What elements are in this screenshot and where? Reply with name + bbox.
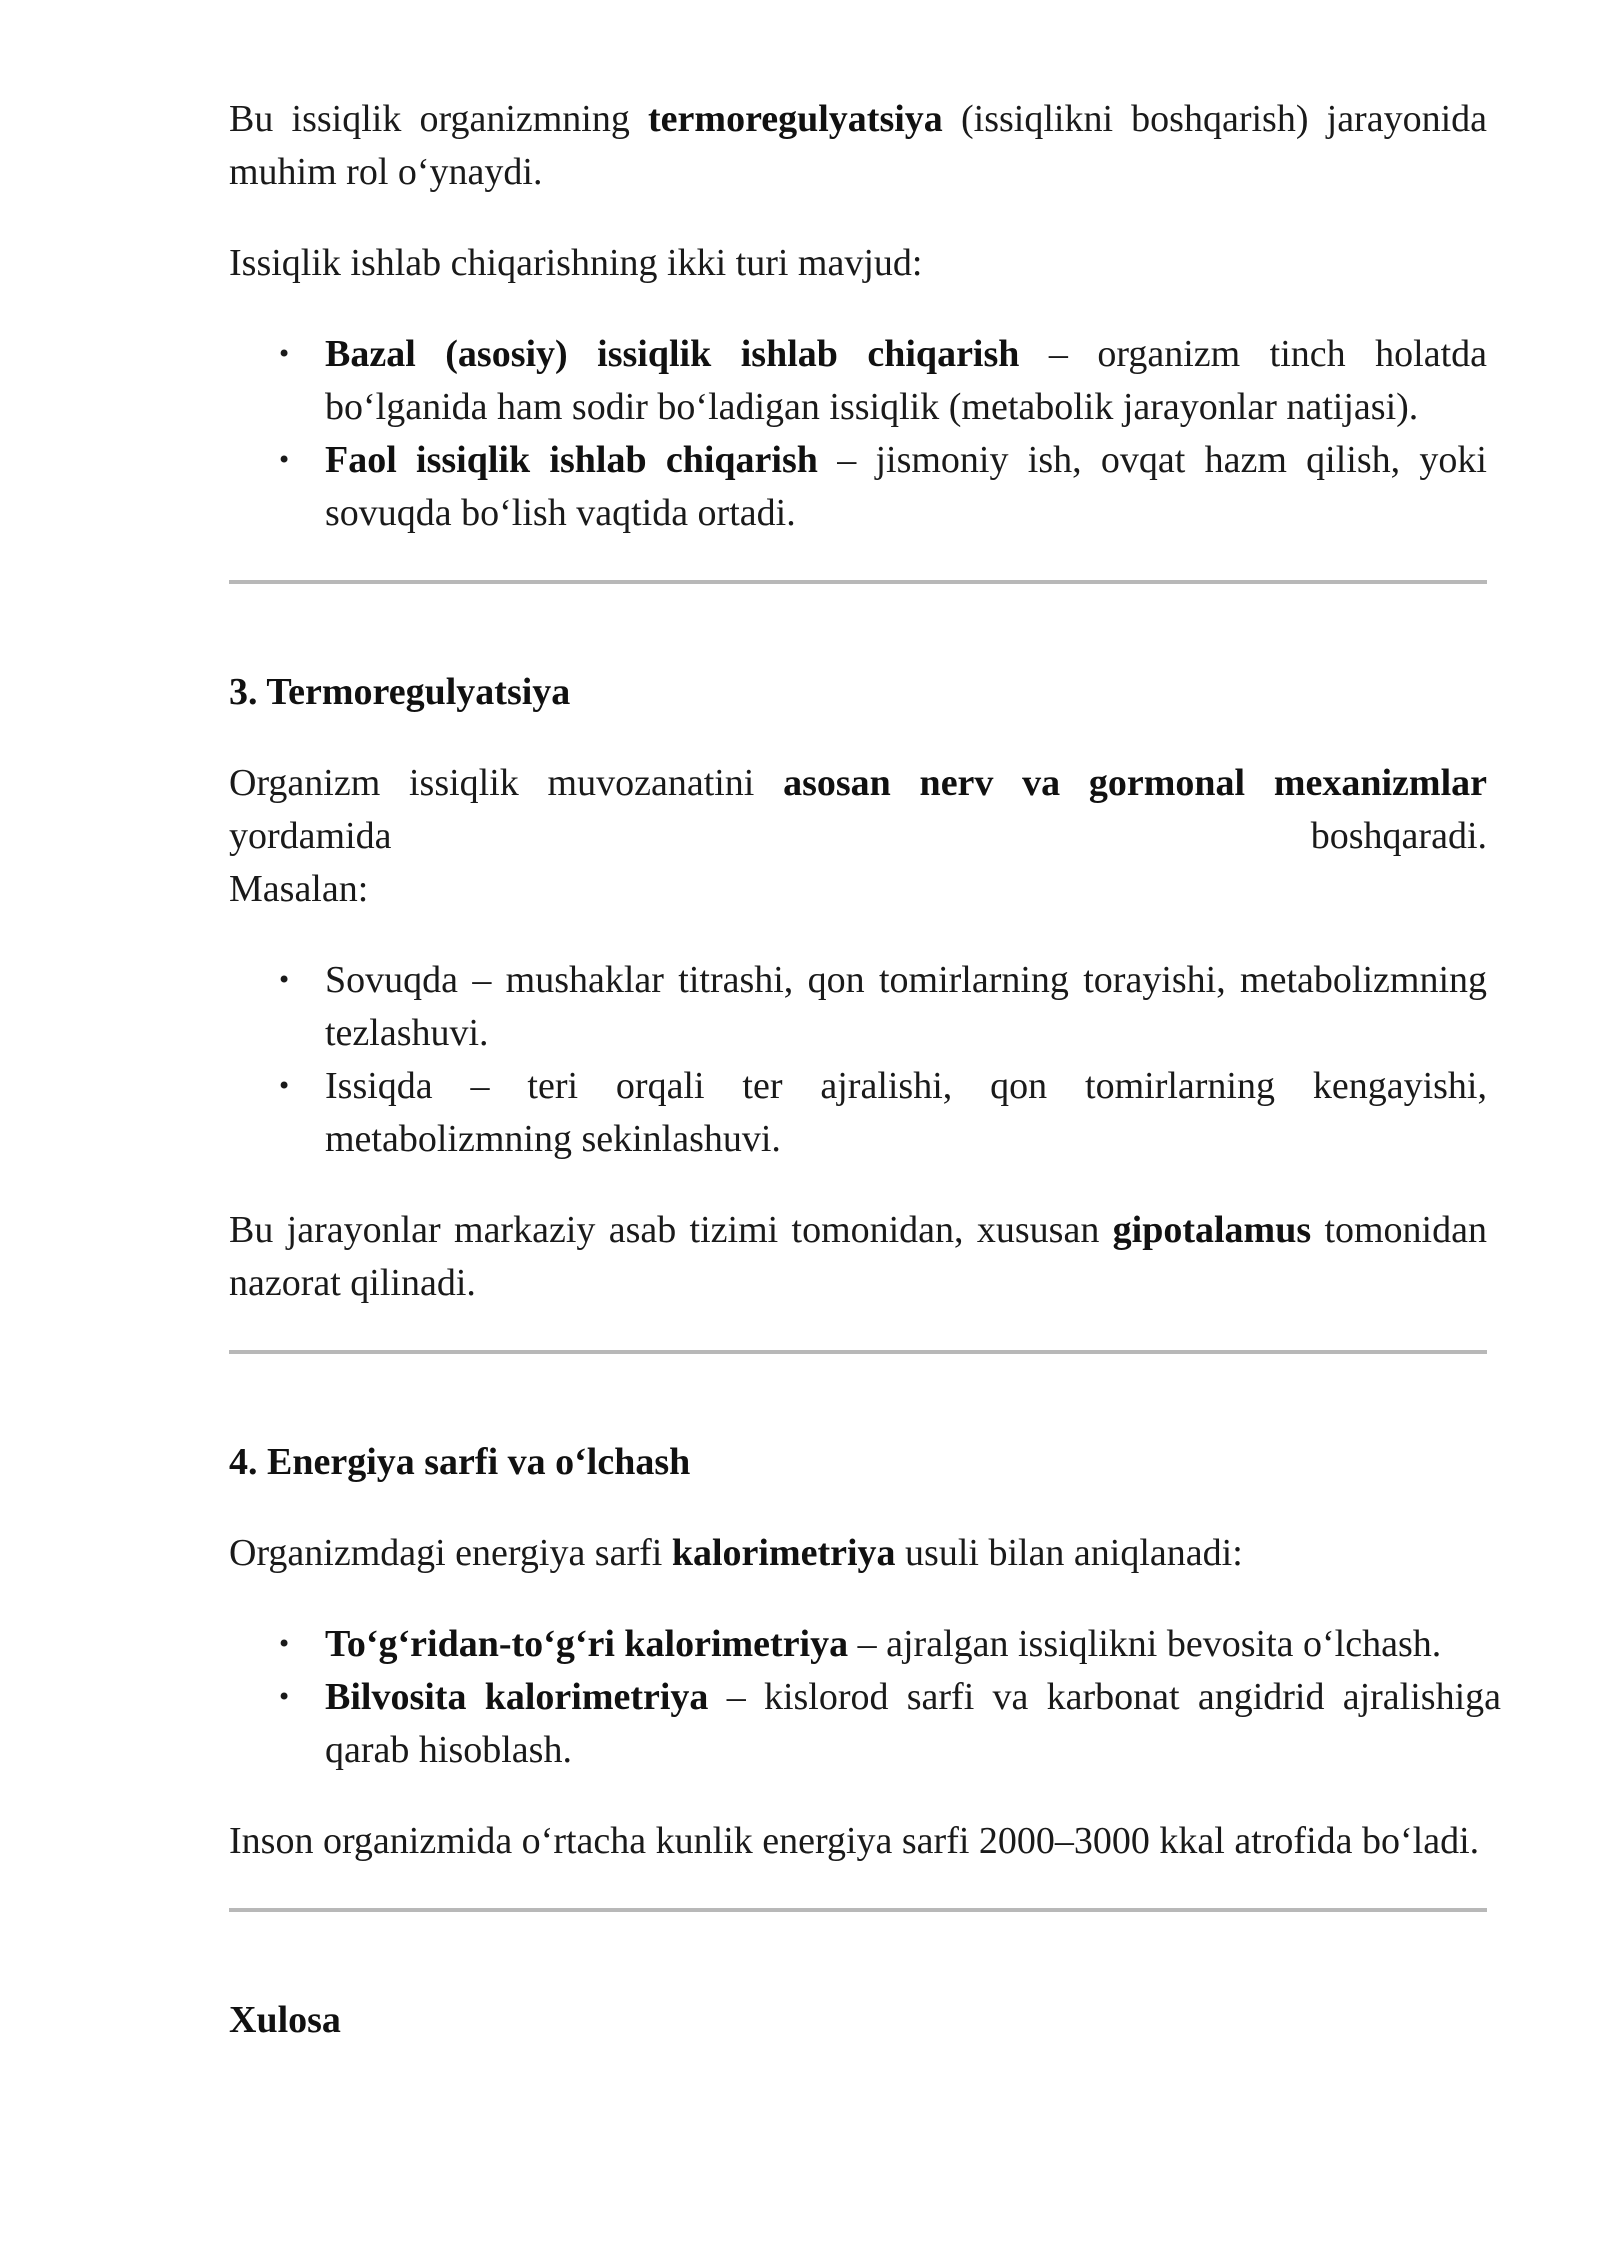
list-item: • Sovuqda – mushaklar titrashi, qon tomirlarning torayishi, metabolizmning tezlashuvi.	[325, 954, 1487, 1060]
intro-types-paragraph: Issiqlik ishlab chiqarishning ikki turi mavjud:	[229, 242, 923, 284]
list-item-term: To‘g‘ridan-to‘g‘ri kalorimetriya	[325, 1623, 849, 1665]
list-item-term: Faol issiqlik ishlab chiqarish	[325, 439, 818, 481]
section3-closing-paragraph	[229, 1204, 1487, 1310]
section3-example-label: Masalan:	[229, 868, 369, 910]
section4-closing-paragraph: Inson organizmida o‘rtacha kunlik energiya sarfi 2000–3000 kkal atrofida bo‘ladi.	[229, 1820, 1480, 1862]
list-item-term: Bilvosita kalorimetriya	[325, 1676, 709, 1718]
section-heading: 3. Termoregulyatsiya	[229, 671, 571, 713]
intro-bold-term: termoregulyatsiya	[648, 98, 943, 140]
list-item	[325, 328, 1487, 434]
section-heading: Xulosa	[229, 1999, 341, 2041]
list-item	[325, 434, 1487, 540]
list-item	[325, 1618, 1487, 1671]
section4-text: Organizmdagi energiya sarfi	[229, 1532, 672, 1574]
section3-bold-term: gipotalamus	[1112, 1209, 1312, 1251]
section3-text: Organizm issiqlik muvozanatini	[229, 762, 784, 804]
section-divider	[229, 580, 1487, 584]
intro-paragraph	[229, 93, 1487, 199]
intro-text: Bu issiqlik organizmning	[229, 98, 649, 140]
calorimetry-list	[229, 1618, 1501, 1777]
list-item: • Issiqda – teri orqali ter ajralishi, qon tomirlarning kengayishi, metabolizmning sekinlashuvi.	[325, 1060, 1487, 1166]
section3-text: Bu jarayonlar markaziy asab tizimi tomonidan, xususan	[229, 1209, 1113, 1251]
thermoregulation-list	[229, 954, 1487, 1166]
section-divider	[229, 1350, 1487, 1354]
section-heading: 4. Energiya sarfi va o‘lchash	[229, 1441, 691, 1483]
section3-text: yordamida boshqaradi.	[229, 815, 1487, 857]
list-item-term: Bazal (asosiy) issiqlik ishlab chiqarish	[325, 333, 1020, 375]
document-page	[229, 93, 1501, 2047]
heat-production-list	[229, 328, 1487, 540]
intro-text: (issiqlikni boshqarish) jarayonida muhim rol o‘ynaydi.	[229, 98, 1487, 193]
section3-paragraph	[229, 757, 1487, 863]
section3-bold-term: asosan nerv va gormonal mexanizmlar	[783, 762, 1487, 804]
list-item	[325, 1671, 1501, 1777]
section4-bold-term: kalorimetriya	[671, 1532, 896, 1574]
list-item-text: – ajralgan issiqlikni bevosita o‘lchash.	[848, 1623, 1442, 1665]
list-item-text: – organizm tinch holatda bo‘lganida ham sodir bo‘ladigan issiqlik (metabolik jarayonlar natijasi).	[325, 333, 1487, 428]
list-item-text: – jismoniy ish, ovqat hazm qilish, yoki sovuqda bo‘lish vaqtida ortadi.	[325, 439, 1487, 534]
section-divider	[229, 1908, 1487, 1912]
section3-text: tomonidan nazorat qilinadi.	[229, 1209, 1487, 1304]
section4-paragraph	[229, 1527, 1487, 1580]
section4-text: usuli bilan aniqlanadi:	[895, 1532, 1243, 1574]
list-item-text: – kislorod sarfi va karbonat angidrid ajralishiga qarab hisoblash.	[325, 1676, 1501, 1771]
